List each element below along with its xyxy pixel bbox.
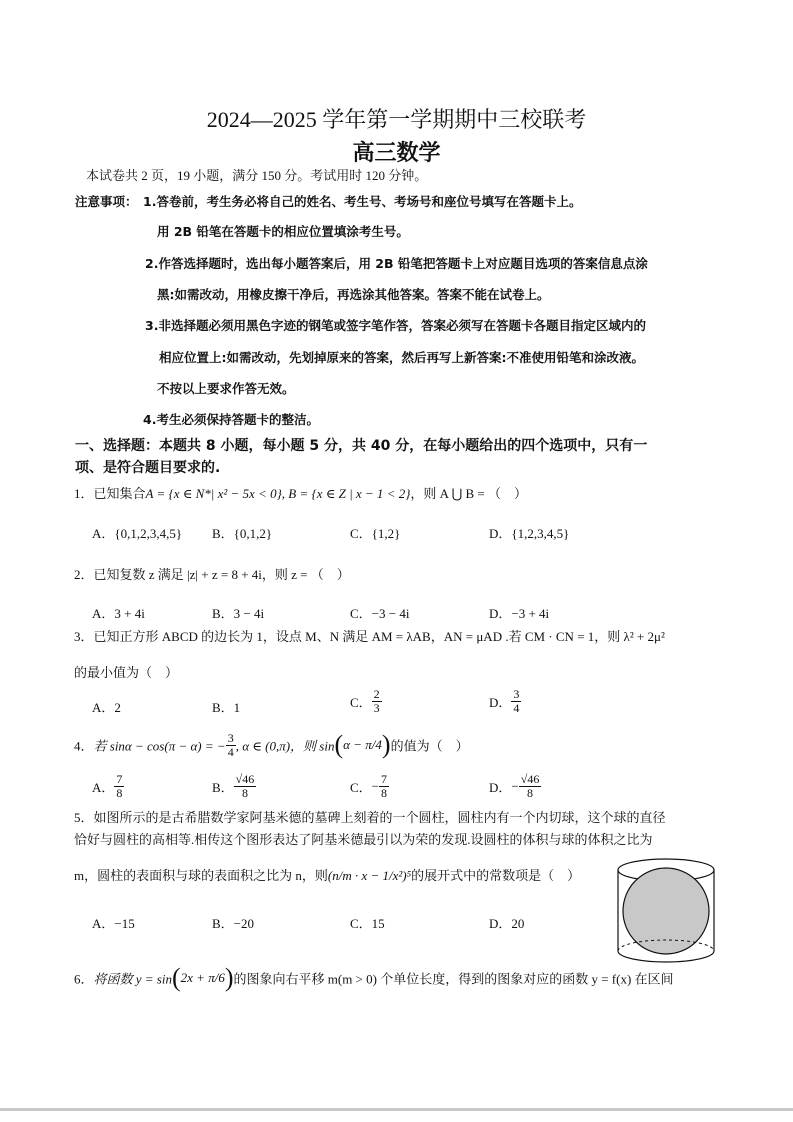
note-line-1: 1.答卷前，考生务必将自己的姓名、考生号、考场号和座位号填写在答题卡上。	[143, 194, 582, 209]
question-3-option-b[interactable]: B．1	[212, 700, 241, 715]
question-1-option-a[interactable]: A．{0,1,2,3,4,5}	[92, 526, 183, 541]
exam-intro: 本试卷共 2 页，19 小题，满分 150 分。考试用时 120 分钟。	[86, 168, 428, 183]
question-5-line-2: 恰好与圆柱的高相等.相传这个图形表达了阿基米德最引以为荣的发现.设圆柱的体积与球的体积之比为	[74, 832, 653, 847]
note-line-5: 3.非选择题必须用黑色字迹的钢笔或签字笔作答，答案必须写在答题卡各题目指定区域内的	[145, 318, 646, 333]
question-5-option-b[interactable]: B．−20	[212, 916, 255, 931]
question-1-option-d[interactable]: D．{1,2,3,4,5}	[489, 526, 570, 541]
question-1-text-b: ，则 A ⋃ B = （ ）	[410, 486, 527, 501]
question-1-sets: A = {x ∈ N*| x² − 5x < 0}, B = {x ∈ Z | x − 1 < 2}	[145, 486, 411, 501]
question-6-stem: 6．将函数 y = sin(2x + π/6)的图象向右平移 m(m > 0) 个单位长度，得到的图象对应的函数 y = f(x) 在区间	[74, 963, 674, 992]
question-4-stem: 4．若 sinα − cos(π − α) = − $\frac{3}{4}$ , α ∈ (0,π)，则 sin(α − π/4)的值为（ ）	[74, 730, 469, 759]
question-1-option-b[interactable]: B．{0,1,2}	[212, 526, 273, 541]
section-heading-line-2: 项、是符合题目要求的.	[75, 460, 221, 476]
section-heading-line-1: 一、选择题：本题共 8 小题，每小题 5 分，共 40 分，在每小题给出的四个选项中，只有一	[75, 438, 648, 454]
question-1-number: 1．	[74, 486, 94, 501]
question-3-option-c[interactable]: C． $\frac{2}{3}$	[350, 687, 380, 715]
exam-subtitle: 高三数学	[352, 141, 441, 166]
question-1-text-a: 已知集合	[93, 486, 146, 501]
question-3-option-a[interactable]: A．2	[92, 700, 121, 715]
note-line-8: 4.考生必须保持答题卡的整洁。	[143, 412, 319, 427]
question-3-stem	[74, 626, 665, 645]
question-2-option-c[interactable]: C．−3 − 4i	[350, 606, 410, 621]
question-5-option-c[interactable]: C．15	[350, 916, 385, 931]
question-2-number: 2．	[74, 567, 94, 582]
note-line-2: 用 2B 铅笔在答题卡的相应位置填涂考生号。	[157, 224, 409, 239]
question-4-option-d[interactable]: D．− $\frac{√46}{8}$	[489, 772, 540, 800]
question-2-text: 已知复数 z 满足 |z| + z = 8 + 4i，则 z = （ ）	[93, 567, 350, 582]
exam-title: 2024—2025 学年第一学期期中三校联考	[206, 107, 587, 132]
note-line-6: 相应位置上:如需改动，先划掉原来的答案，然后再写上新答案:不准使用铅笔和涂改液。	[159, 350, 644, 365]
note-line-4: 黑:如需改动，用橡皮擦干净后，再选涂其他答案。答案不能在试卷上。	[157, 287, 550, 302]
question-2-stem	[74, 564, 350, 583]
question-5-option-a[interactable]: A．−15	[92, 916, 135, 931]
question-2-option-d[interactable]: D．−3 + 4i	[489, 606, 550, 621]
question-2-option-a[interactable]: A．3 + 4i	[92, 606, 145, 621]
question-1-stem	[74, 483, 527, 502]
question-3-number: 3．	[74, 629, 94, 644]
question-3-text: 已知正方形 ABCD 的边长为 1，设点 M、N 满足 AM = λAB，AN = μAD .若 CM · CN = 1，则 λ² + 2μ²	[93, 629, 665, 644]
page-bottom-divider	[0, 1108, 793, 1111]
cylinder-sphere-figure	[612, 855, 720, 967]
question-4-option-c[interactable]: C．− $\frac{7}{8}$	[350, 772, 388, 800]
inscribed-sphere	[623, 868, 709, 954]
question-5-line-1: 5．如图所示的是古希腊数学家阿基米德的墓碑上刻着的一个圆柱，圆柱内有一个内切球，这个球的直径	[74, 810, 666, 825]
note-line-3: 2.作答选择题时，选出每小题答案后，用 2B 铅笔把答题卡上对应题目选项的答案信息点涂	[145, 256, 648, 271]
question-5-option-d[interactable]: D．20	[489, 916, 525, 931]
note-line-7: 不按以上要求作答无效。	[157, 381, 295, 396]
notes-label: 注意事项：	[75, 194, 138, 209]
question-5-expression: (n/m · x − 1/x²)⁵	[327, 868, 412, 883]
question-1-option-c[interactable]: C．{1,2}	[350, 526, 401, 541]
question-2-option-b[interactable]: B．3 − 4i	[212, 606, 265, 621]
question-5-line-3: m，圆柱的表面积与球的表面积之比为 n，则(n/m · x − 1/x²)⁵的展开式中的常数项是（ ）	[74, 868, 581, 883]
question-4-option-a[interactable]: A． $\frac{7}{8}$	[92, 772, 123, 800]
question-3-stem-2: 的最小值为（ ）	[74, 665, 179, 680]
question-3-option-d[interactable]: D． $\frac{3}{4}$	[489, 687, 520, 715]
question-4-option-b[interactable]: B． $\frac{√46}{8}$	[212, 772, 255, 800]
